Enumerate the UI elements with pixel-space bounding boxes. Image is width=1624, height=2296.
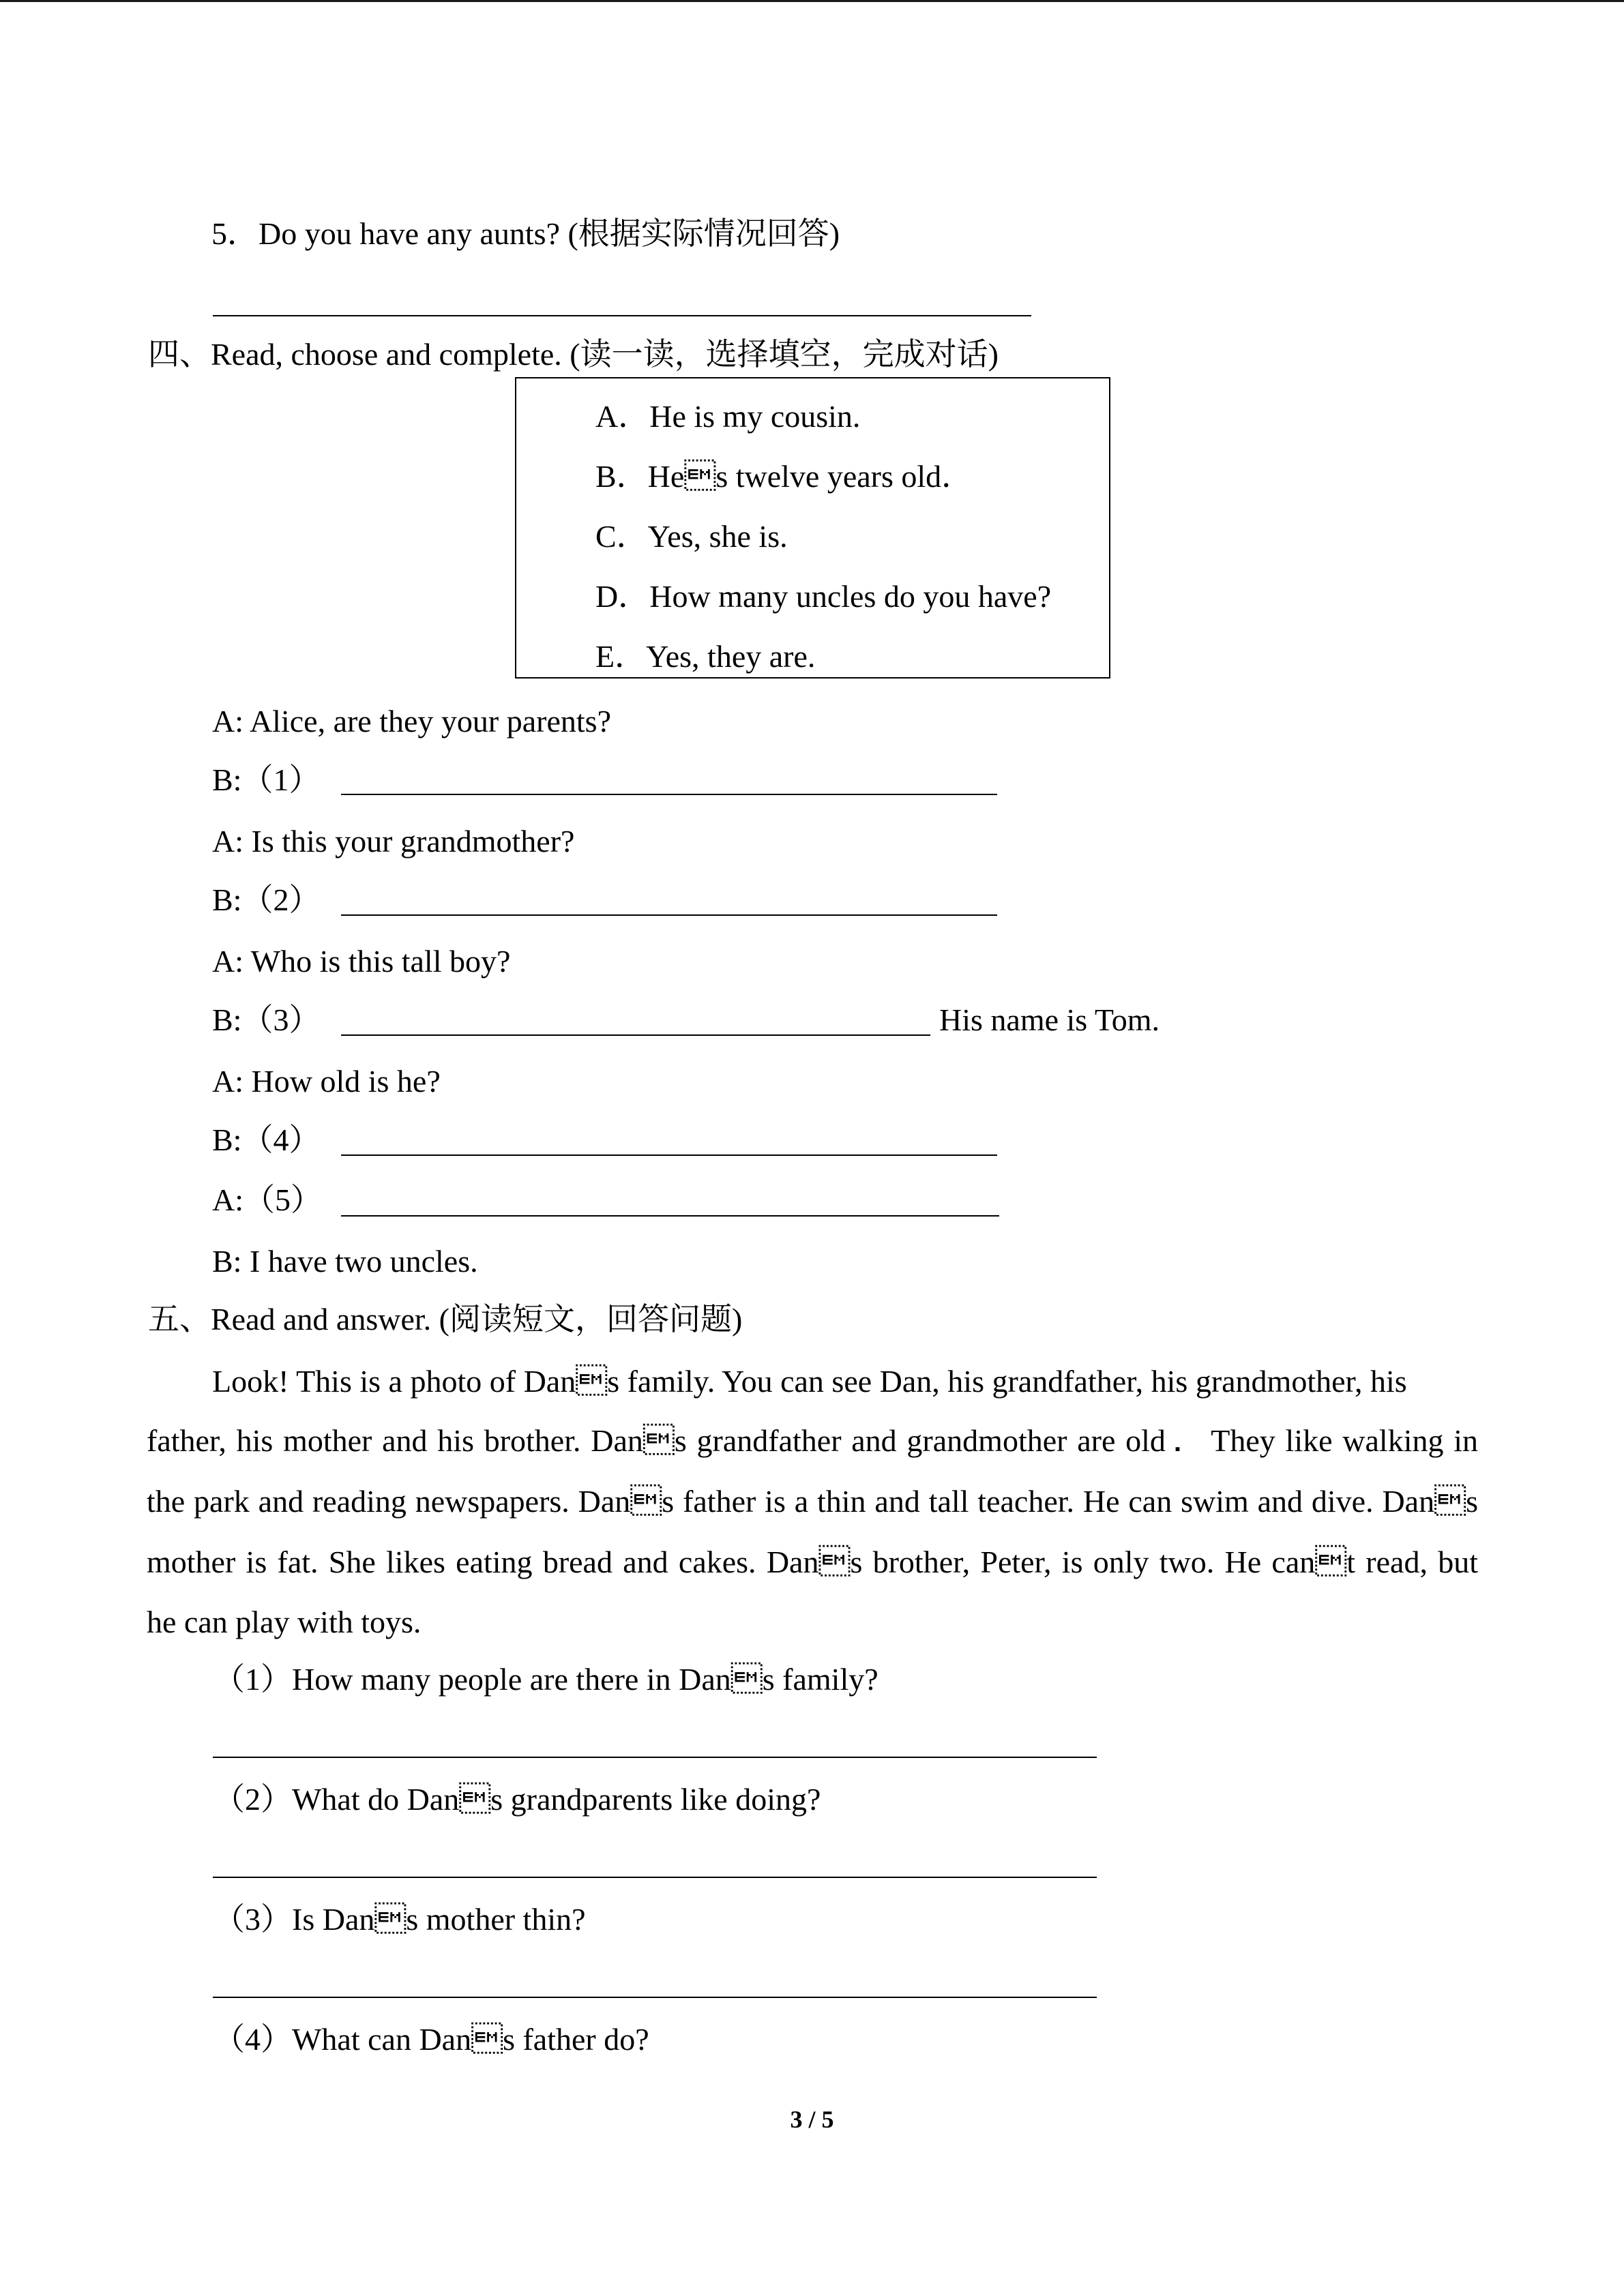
answer-line-dialogue-1[interactable] (341, 794, 997, 795)
options-box (515, 377, 1110, 679)
option-d: D．How many uncles do you have? (595, 579, 1052, 614)
option-c: C．Yes, she is. (595, 519, 788, 554)
question-4: （4）What can Dans father do? (213, 2022, 649, 2057)
question-5-text: 5．Do you have any aunts? (根据实际情况回答) (211, 216, 840, 251)
dialogue-line-2: B:（1） (212, 762, 321, 797)
passage-line-3: the park and reading newspapers. Dans father is a thin and tall teacher. He can swim and dive. Dans (147, 1484, 1478, 1519)
dialogue-line-3: A: Is this your grandmother? (212, 824, 575, 859)
passage-line-5: he can play with toys. (147, 1605, 422, 1639)
dialogue-line-1: A: Alice, are they your parents? (212, 704, 611, 739)
answer-line-dialogue-2[interactable] (341, 914, 997, 916)
option-a: A．He is my cousin. (595, 399, 861, 434)
option-b: B．Hes twelve years old． (595, 459, 973, 494)
option-e: E．Yes, they are. (595, 639, 816, 674)
question-2: （2）What do Dans grandparents like doing? (213, 1782, 821, 1817)
dialogue-line-5: A: Who is this tall boy? (212, 944, 511, 979)
section-4-heading: 四、Read, choose and complete. (读一读，选择填空，完成对话) (148, 337, 999, 372)
page-number: 3 / 5 (790, 2106, 834, 2133)
page-top-border (0, 0, 1624, 2)
answer-line-question-2[interactable] (213, 1877, 1097, 1878)
section-5-heading: 五、Read and answer. (阅读短文，回答问题) (148, 1302, 743, 1337)
answer-line-dialogue-4[interactable] (341, 1154, 997, 1156)
answer-line-dialogue-5[interactable] (341, 1215, 999, 1217)
answer-line-question-3[interactable] (213, 1997, 1097, 1998)
answer-line-question-1[interactable] (213, 1757, 1097, 1758)
passage-line-4: mother is fat. She likes eating bread and cakes. Dans brother, Peter, is only two. He cant read, but (147, 1545, 1478, 1579)
dialogue-line-9: A:（5） (212, 1182, 322, 1217)
answer-line-q5[interactable] (213, 315, 1031, 316)
passage-line-2: father, his mother and his brother. Dans grandfather and grandmother are old． They like walking in (147, 1423, 1478, 1458)
question-3: （3）Is Dans mother thin? (213, 1902, 586, 1937)
dialogue-3-suffix: His name is Tom. (939, 1002, 1160, 1037)
question-1: （1）How many people are there in Dans family? (213, 1662, 879, 1697)
dialogue-line-10: B: I have two uncles. (212, 1244, 478, 1279)
passage-line-1: Look! This is a photo of Dans family. You can see Dan, his grandfather, his grandmother, his (212, 1364, 1407, 1399)
dialogue-line-7: A: How old is he? (212, 1064, 441, 1099)
dialogue-line-8: B:（4） (212, 1122, 321, 1157)
answer-line-dialogue-3[interactable] (341, 1034, 930, 1036)
dialogue-line-4: B:（2） (212, 882, 321, 917)
dialogue-line-6: B:（3） (212, 1002, 321, 1037)
